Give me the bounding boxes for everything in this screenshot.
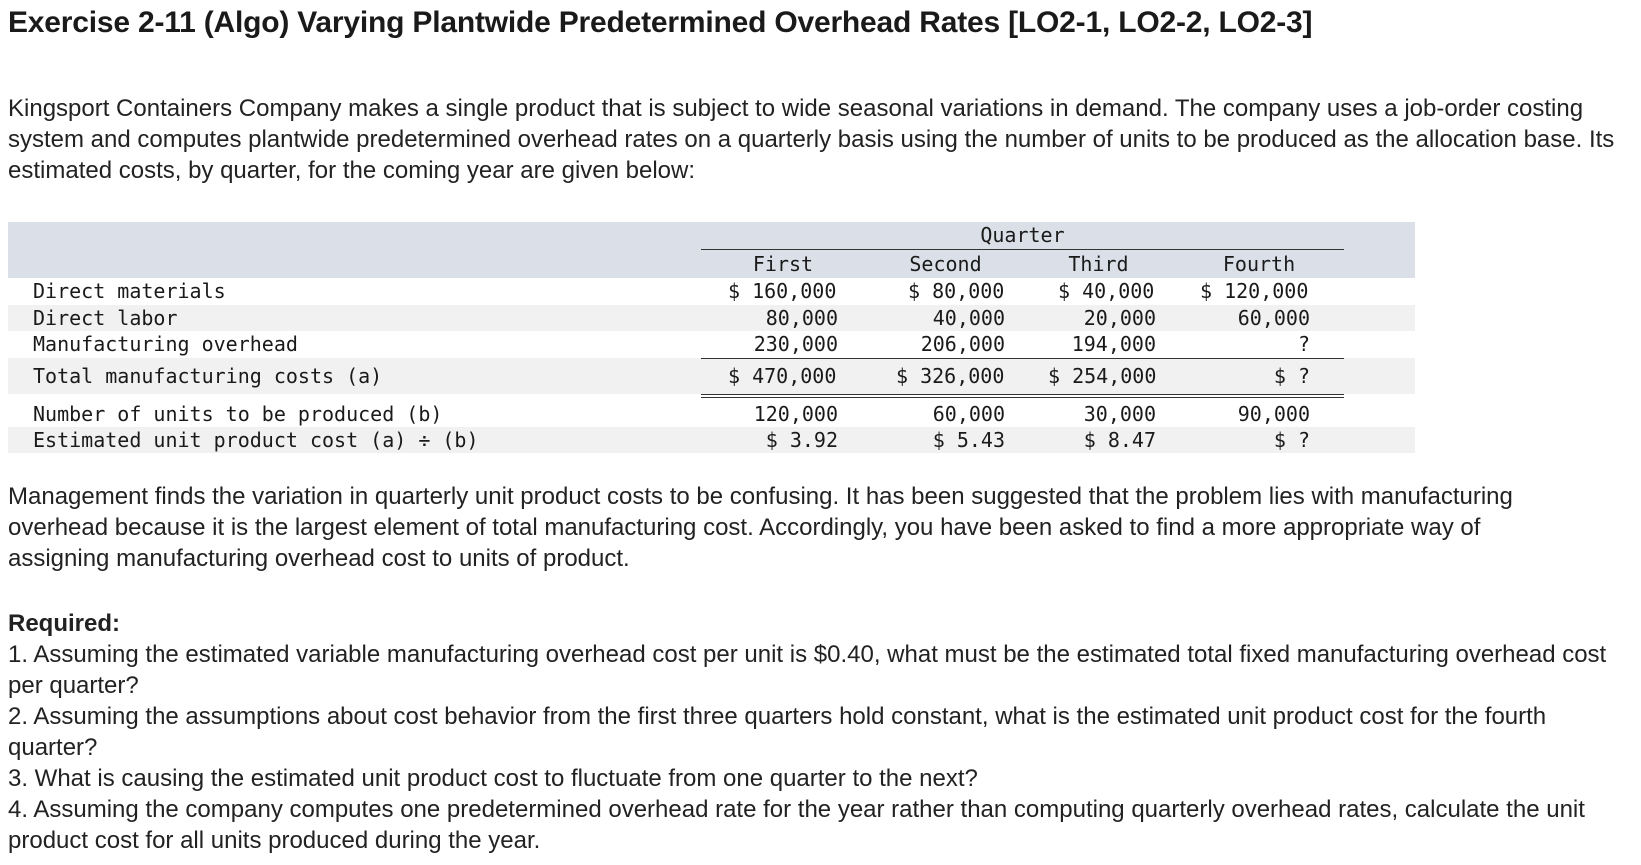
- column-header-fourth: Fourth: [1222, 252, 1296, 276]
- cell-direct-labor-second: 40,000: [932, 306, 1005, 330]
- column-header-third: Third: [1068, 252, 1129, 276]
- cell-unit-cost-fourth: $ ?: [1273, 428, 1310, 452]
- management-paragraph: Management finds the variation in quarterly unit product costs to be confusing. It has been suggested that the problem lies with manufacturing overhead because it is the largest element of total manufacturing cost. Accordingly, you have been asked to find a more appropriate way of assigning manufacturing overhead cost to units of product.: [8, 483, 1513, 572]
- cell-units-first: 120,000: [753, 402, 838, 426]
- exercise-title: Exercise 2-11 (Algo) Varying Plantwide Predetermined Overhead Rates [LO2-1, LO2-2, LO2-3]: [8, 6, 1313, 39]
- required-heading: Required:: [8, 610, 121, 637]
- cost-table: [8, 222, 1415, 454]
- column-header-first: First: [752, 252, 814, 276]
- subtotal-rule: [701, 358, 1344, 359]
- cell-direct-materials-second: $ 80,000: [908, 279, 1005, 303]
- cell-total-fourth: $ ?: [1273, 364, 1310, 388]
- header-rule: [701, 249, 1344, 250]
- row-label-total-manufacturing-costs: Total manufacturing costs (a): [33, 364, 383, 388]
- cell-direct-labor-fourth: 60,000: [1237, 306, 1310, 330]
- cell-overhead-fourth: ?: [1297, 332, 1310, 356]
- row-label-direct-materials: Direct materials: [33, 279, 226, 303]
- row-label-unit-product-cost: Estimated unit product cost (a) ÷ (b): [33, 428, 479, 452]
- cell-units-fourth: 90,000: [1237, 402, 1310, 426]
- required-section: [8, 608, 1633, 856]
- cell-overhead-first: 230,000: [753, 332, 838, 356]
- cell-direct-materials-first: $ 160,000: [728, 279, 837, 303]
- column-header-second: Second: [909, 252, 982, 276]
- cell-total-second: $ 326,000: [896, 364, 1005, 388]
- cell-unit-cost-second: $ 5.43: [932, 428, 1005, 452]
- total-double-rule: [701, 394, 1344, 398]
- cell-unit-cost-first: $ 3.92: [765, 428, 838, 452]
- cell-unit-cost-third: $ 8.47: [1083, 428, 1156, 452]
- required-item-1: 1. Assuming the estimated variable manufacturing overhead cost per unit is $0.40, what must be the estimated total fixed manufacturing overhead cost per quarter?: [8, 641, 1607, 699]
- row-label-manufacturing-overhead: Manufacturing overhead: [33, 332, 298, 356]
- row-label-units-produced: Number of units to be produced (b): [33, 402, 443, 426]
- cell-direct-labor-third: 20,000: [1083, 306, 1156, 330]
- required-item-4: 4. Assuming the company computes one predetermined overhead rate for the year rather than computing quarterly overhead rates, calculate the unit product cost for all units produced during the year.: [8, 796, 1585, 854]
- row-label-direct-labor: Direct labor: [33, 306, 178, 330]
- intro-paragraph: Kingsport Containers Company makes a single product that is subject to wide seasonal variations in demand. The company uses a job-order costing system and computes plantwide predetermined overhead rates on a quarterly basis using the number of units to be produced as the allocation base. Its estimated costs, by quarter, for the coming year are given below:: [8, 95, 1615, 184]
- cell-units-second: 60,000: [932, 402, 1005, 426]
- cell-overhead-second: 206,000: [920, 332, 1005, 356]
- cell-total-first: $ 470,000: [728, 364, 837, 388]
- cell-direct-materials-third: $ 40,000: [1058, 279, 1155, 303]
- required-item-2: 2. Assuming the assumptions about cost behavior from the first three quarters hold constant, what is the estimated unit product cost for the fourth quarter?: [8, 703, 1547, 761]
- required-item-3: 3. What is causing the estimated unit product cost to fluctuate from one quarter to the next?: [8, 765, 978, 792]
- quarter-group-header: Quarter: [980, 223, 1065, 247]
- cell-overhead-third: 194,000: [1071, 332, 1156, 356]
- cell-direct-materials-fourth: $ 120,000: [1200, 279, 1309, 303]
- cell-direct-labor-first: 80,000: [765, 306, 838, 330]
- cell-total-third: $ 254,000: [1048, 364, 1157, 388]
- cell-units-third: 30,000: [1083, 402, 1156, 426]
